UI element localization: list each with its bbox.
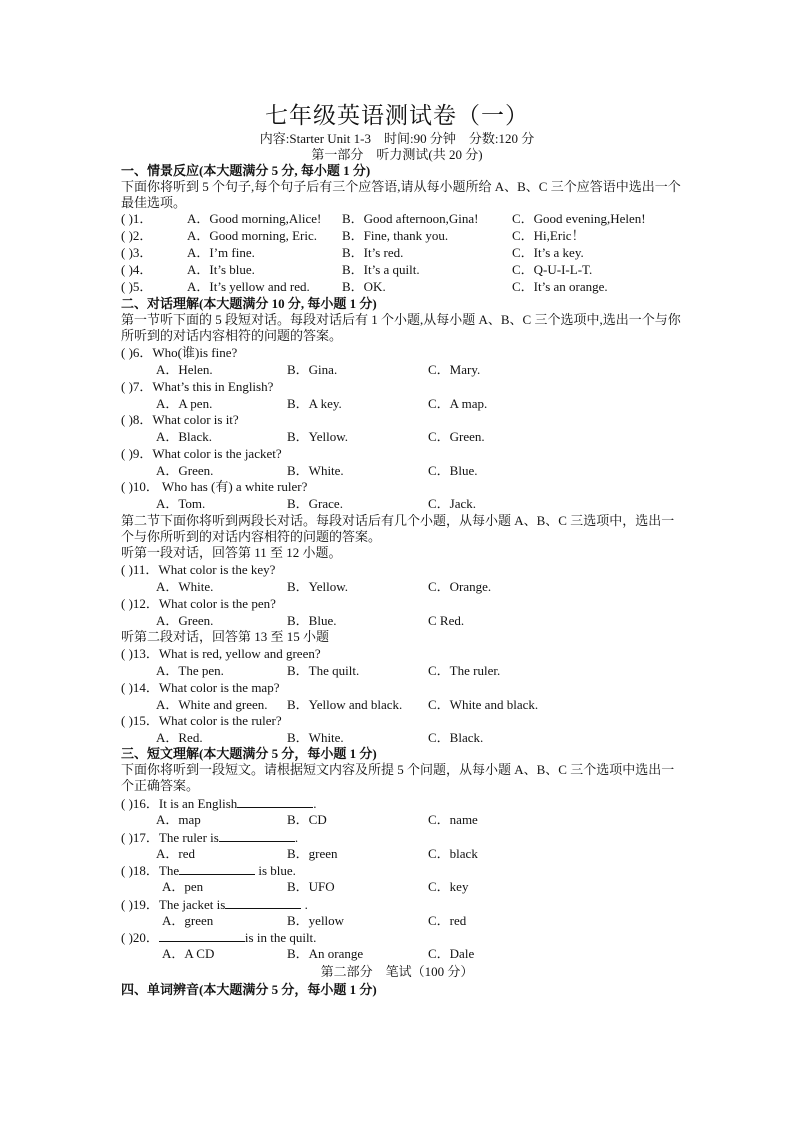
question-number: ( )5．	[121, 279, 153, 294]
option-a: A．Green.	[156, 612, 214, 628]
option-b: B．It’s red.	[342, 245, 404, 260]
option-a: A．Good morning,Alice!	[187, 211, 322, 226]
option-a: A．Helen.	[156, 362, 213, 377]
option-c: C Red.	[428, 612, 465, 628]
question-stem	[121, 896, 308, 913]
option-c: C．Q-U-I-L-T.	[512, 262, 593, 277]
option-c: C．Orange.	[428, 579, 492, 594]
option-a: A．Red.	[156, 730, 203, 745]
answer-blank[interactable]	[225, 896, 301, 909]
option-b: B．yellow	[287, 912, 345, 928]
question-stem	[121, 929, 316, 946]
option-b: B．White.	[287, 730, 344, 745]
option-b: B．OK.	[342, 279, 386, 294]
exam-info: 内容:Starter Unit 1-3 时间:90 分钟 分数:120 分	[259, 131, 535, 146]
question-number: ( )2．	[121, 228, 153, 243]
option-b: B．Gina.	[287, 362, 338, 377]
answer-blank[interactable]	[219, 829, 295, 842]
option-b: B．UFO	[287, 879, 335, 894]
stem-text-after: .	[301, 896, 308, 912]
option-b: B．Yellow.	[287, 429, 349, 444]
answer-blank[interactable]	[237, 795, 313, 808]
option-a: A．Good morning, Eric.	[187, 228, 317, 243]
question-stem: ( )7．What’s this in English?	[121, 378, 274, 394]
question-stem: ( )12．What color is the pen?	[121, 595, 276, 611]
option-c: C．The ruler.	[428, 663, 501, 678]
part2-heading: 第二部分 笔试（100 分）	[320, 964, 474, 979]
answer-blank[interactable]	[159, 929, 245, 942]
option-a: A．red	[156, 845, 195, 861]
option-c: C．It’s a key.	[512, 245, 584, 260]
question-number: ( )4．	[121, 262, 153, 277]
stem-text: ( )17．The ruler is	[121, 829, 219, 845]
option-c: C．name	[428, 812, 478, 827]
question-number: ( )3．	[121, 245, 153, 260]
option-b: B．A key.	[287, 395, 342, 411]
option-a: A．I’m fine.	[187, 245, 255, 260]
option-b: B．Fine, thank you.	[342, 228, 449, 243]
section3-heading: 三、短文理解(本大题满分 5 分，每小题 1 分)	[121, 746, 377, 761]
question-stem: ( )13．What is red, yellow and green?	[121, 646, 321, 661]
option-c: C．Dale	[428, 946, 475, 961]
part1-heading: 第一部分 听力测试(共 20 分)	[311, 147, 483, 162]
answer-blank[interactable]	[179, 862, 255, 875]
option-c: C．Hi,Eric！	[512, 228, 585, 243]
stem-text: ( )18．The	[121, 863, 180, 878]
stem-text-after: is blue.	[255, 863, 296, 878]
option-b: B．Blue.	[287, 612, 337, 628]
stem-text: ( )20．	[121, 930, 159, 945]
dialogue2-heading: 听第二段对话，回答第 13 至 15 小题	[121, 629, 330, 644]
question-number: ( )1．	[121, 211, 153, 226]
section2b-instructions: 第二节下面你将听到两段长对话。每段对话后有几个小题，从每小题 A、B、C 三选项中，选出一个与你所听到的对话内容相符的问题的答案。	[121, 513, 675, 544]
question-stem: ( )8．What color is it?	[121, 412, 239, 427]
option-c: C．red	[428, 912, 467, 928]
option-a: A．White.	[156, 579, 214, 594]
question-stem: ( )10． Who has (有) a white ruler?	[121, 479, 308, 494]
option-a: A．Black.	[156, 429, 212, 444]
option-a: A．A CD	[162, 946, 215, 961]
option-b: B．Good afternoon,Gina!	[342, 211, 479, 226]
option-b: B．The quilt.	[287, 663, 360, 678]
option-b: B．White.	[287, 462, 344, 478]
question-stem: ( )9．What color is the jacket?	[121, 445, 282, 461]
option-c: C．Good evening,Helen!	[512, 211, 646, 226]
question-stem	[121, 795, 317, 812]
option-a: A．It’s blue.	[187, 262, 255, 277]
section2-heading: 二、对话理解(本大题满分 10 分, 每小题 1 分)	[121, 296, 377, 311]
question-stem: ( )15．What color is the ruler?	[121, 713, 282, 728]
stem-text-after: .	[313, 796, 317, 811]
stem-text-after: is in the quilt.	[244, 930, 317, 945]
option-a: A．green	[162, 912, 214, 928]
option-b: B．Yellow and black.	[287, 696, 403, 712]
section1-heading: 一、情景反应(本大题满分 5 分, 每小题 1 分)	[121, 163, 371, 178]
option-c: C．key	[428, 879, 469, 894]
section4-heading: 四、单词辨音(本大题满分 5 分，每小题 1 分)	[121, 982, 377, 997]
option-b: B．green	[287, 845, 338, 861]
exam-title: 七年级英语测试卷（一）	[265, 103, 529, 128]
option-c: C．A map.	[428, 395, 488, 411]
question-stem: ( )14．What color is the map?	[121, 679, 280, 695]
option-a: A．White and green.	[156, 696, 268, 712]
section2-instructions: 第一节听下面的 5 段短对话。每段对话后有 1 个小题,从每小题 A、B、C 三个选项中,选出一个与你所听到的对话内容相符的问题的答案。	[121, 312, 681, 343]
section1-instructions: 下面你将听到 5 个句子,每个句子后有三个应答语,请从每小题所给 A、B、C 三个应答语中选出一个最佳选项。	[121, 179, 681, 210]
question-stem	[121, 862, 296, 879]
option-a: A．Tom.	[156, 496, 206, 511]
option-a: A．The pen.	[156, 663, 224, 678]
option-b: B．CD	[287, 812, 327, 827]
stem-text: ( )16．It is an English	[121, 796, 238, 811]
question-stem: ( )11．What color is the key?	[121, 562, 276, 577]
question-stem: ( )6．Who(谁)is fine?	[121, 345, 238, 360]
dialogue1-heading: 听第一段对话，回答第 11 至 12 小题。	[121, 545, 342, 560]
stem-text-after: .	[294, 829, 299, 845]
option-a: A．pen	[162, 879, 204, 894]
option-b: B．An orange	[287, 946, 364, 961]
option-c: C．White and black.	[428, 696, 539, 712]
option-c: C．Green.	[428, 429, 485, 444]
option-b: B．Grace.	[287, 496, 343, 511]
option-b: B．It’s a quilt.	[342, 262, 420, 277]
option-c: C．Black.	[428, 730, 484, 745]
option-a: A．A pen.	[156, 395, 213, 411]
option-b: B．Yellow.	[287, 579, 349, 594]
section3-instructions: 下面你将听到一段短文。请根据短文内容及所提 5 个问题，从每小题 A、B、C 三个选项中选出一个正确答案。	[121, 762, 675, 793]
option-a: A．It’s yellow and red.	[187, 279, 310, 294]
option-c: C．black	[428, 845, 478, 861]
question-stem	[121, 829, 298, 846]
option-a: A．Green.	[156, 462, 214, 478]
option-c: C．Blue.	[428, 462, 478, 478]
option-c: C．It’s an orange.	[512, 279, 608, 294]
option-c: C．Mary.	[428, 362, 481, 377]
option-a: A．map	[156, 812, 201, 827]
option-c: C．Jack.	[428, 496, 477, 511]
stem-text: ( )19．The jacket is	[121, 896, 226, 912]
